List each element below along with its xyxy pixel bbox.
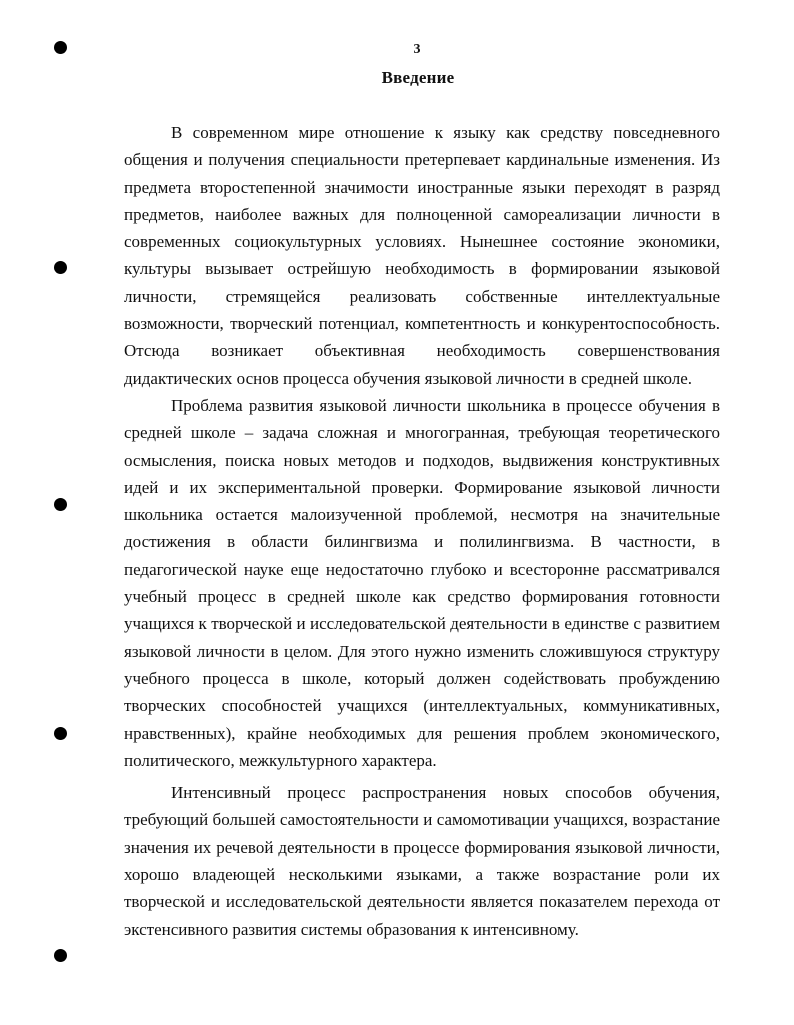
paragraph: Проблема развития языковой личности школьника в процессе обучения в средней школе – задача сложная и многогранная, требующая теоретического осмысления, поиска новых методов и подходов, выдвижения конструктивных идей и их экспериментальной проверки. Формирование языковой личности школьника остается малоизученной проблемой, несмотря на значительные достижения в области билингвизма и полилингвизма. В частности, в педагогической науке еще недостаточно глубоко и всесторонне рассматривался учебный процесс в средней школе как средство формирования готовности учащихся к творческой и исследовательской деятельности в единстве с развитием языковой личности в целом. Для этого нужно изменить сложившуюся структуру учебного процесса в школе, который должен содействовать пробуждению творческих способностей учащихся (интеллектуальных, коммуникативных, нравственных), крайне необходимых для решения проблем экономического, политического, межкультурного характера. [124, 395, 720, 770]
paragraph: В современном мире отношение к языку как средству повседневного общения и получения специальности претерпевает кардинальные изменения. Из предмета второстепенной значимости иностранные языки переходят в разряд предметов, наиболее важных для полноценной самореализации личности в современных социокультурных условиях. Нынешнее состояние экономики, культуры вызывает острейшую необходимость в формировании языковой личности, стремящейся реализовать собственные интеллектуальные возможности, творческий потенциал, компетентность и конкурентоспособность. Отсюда возникает объективная необходимость совершенствования дидактических основ процесса обучения языковой личности в средней школе. [124, 123, 720, 388]
paragraph: Интенсивный процесс распространения новых способов обучения, требующий большей самостоятельности и самомотивации учащихся, возрастание значения их речевой деятельности в процессе формирования языковой личности, хорошо владеющей несколькими языками, а также возрастание роли их творческой и исследовательской деятельности является показателем перехода от экстенсивного развития системы образования к интенсивному. [124, 783, 720, 939]
page-title: Введение [381, 68, 455, 87]
punch-hole-icon [54, 261, 67, 274]
punch-hole-icon [54, 727, 67, 740]
punch-hole-icon [54, 949, 67, 962]
punch-hole-icon [54, 498, 67, 511]
page-number: 3 [413, 42, 421, 57]
body-text [124, 119, 720, 943]
